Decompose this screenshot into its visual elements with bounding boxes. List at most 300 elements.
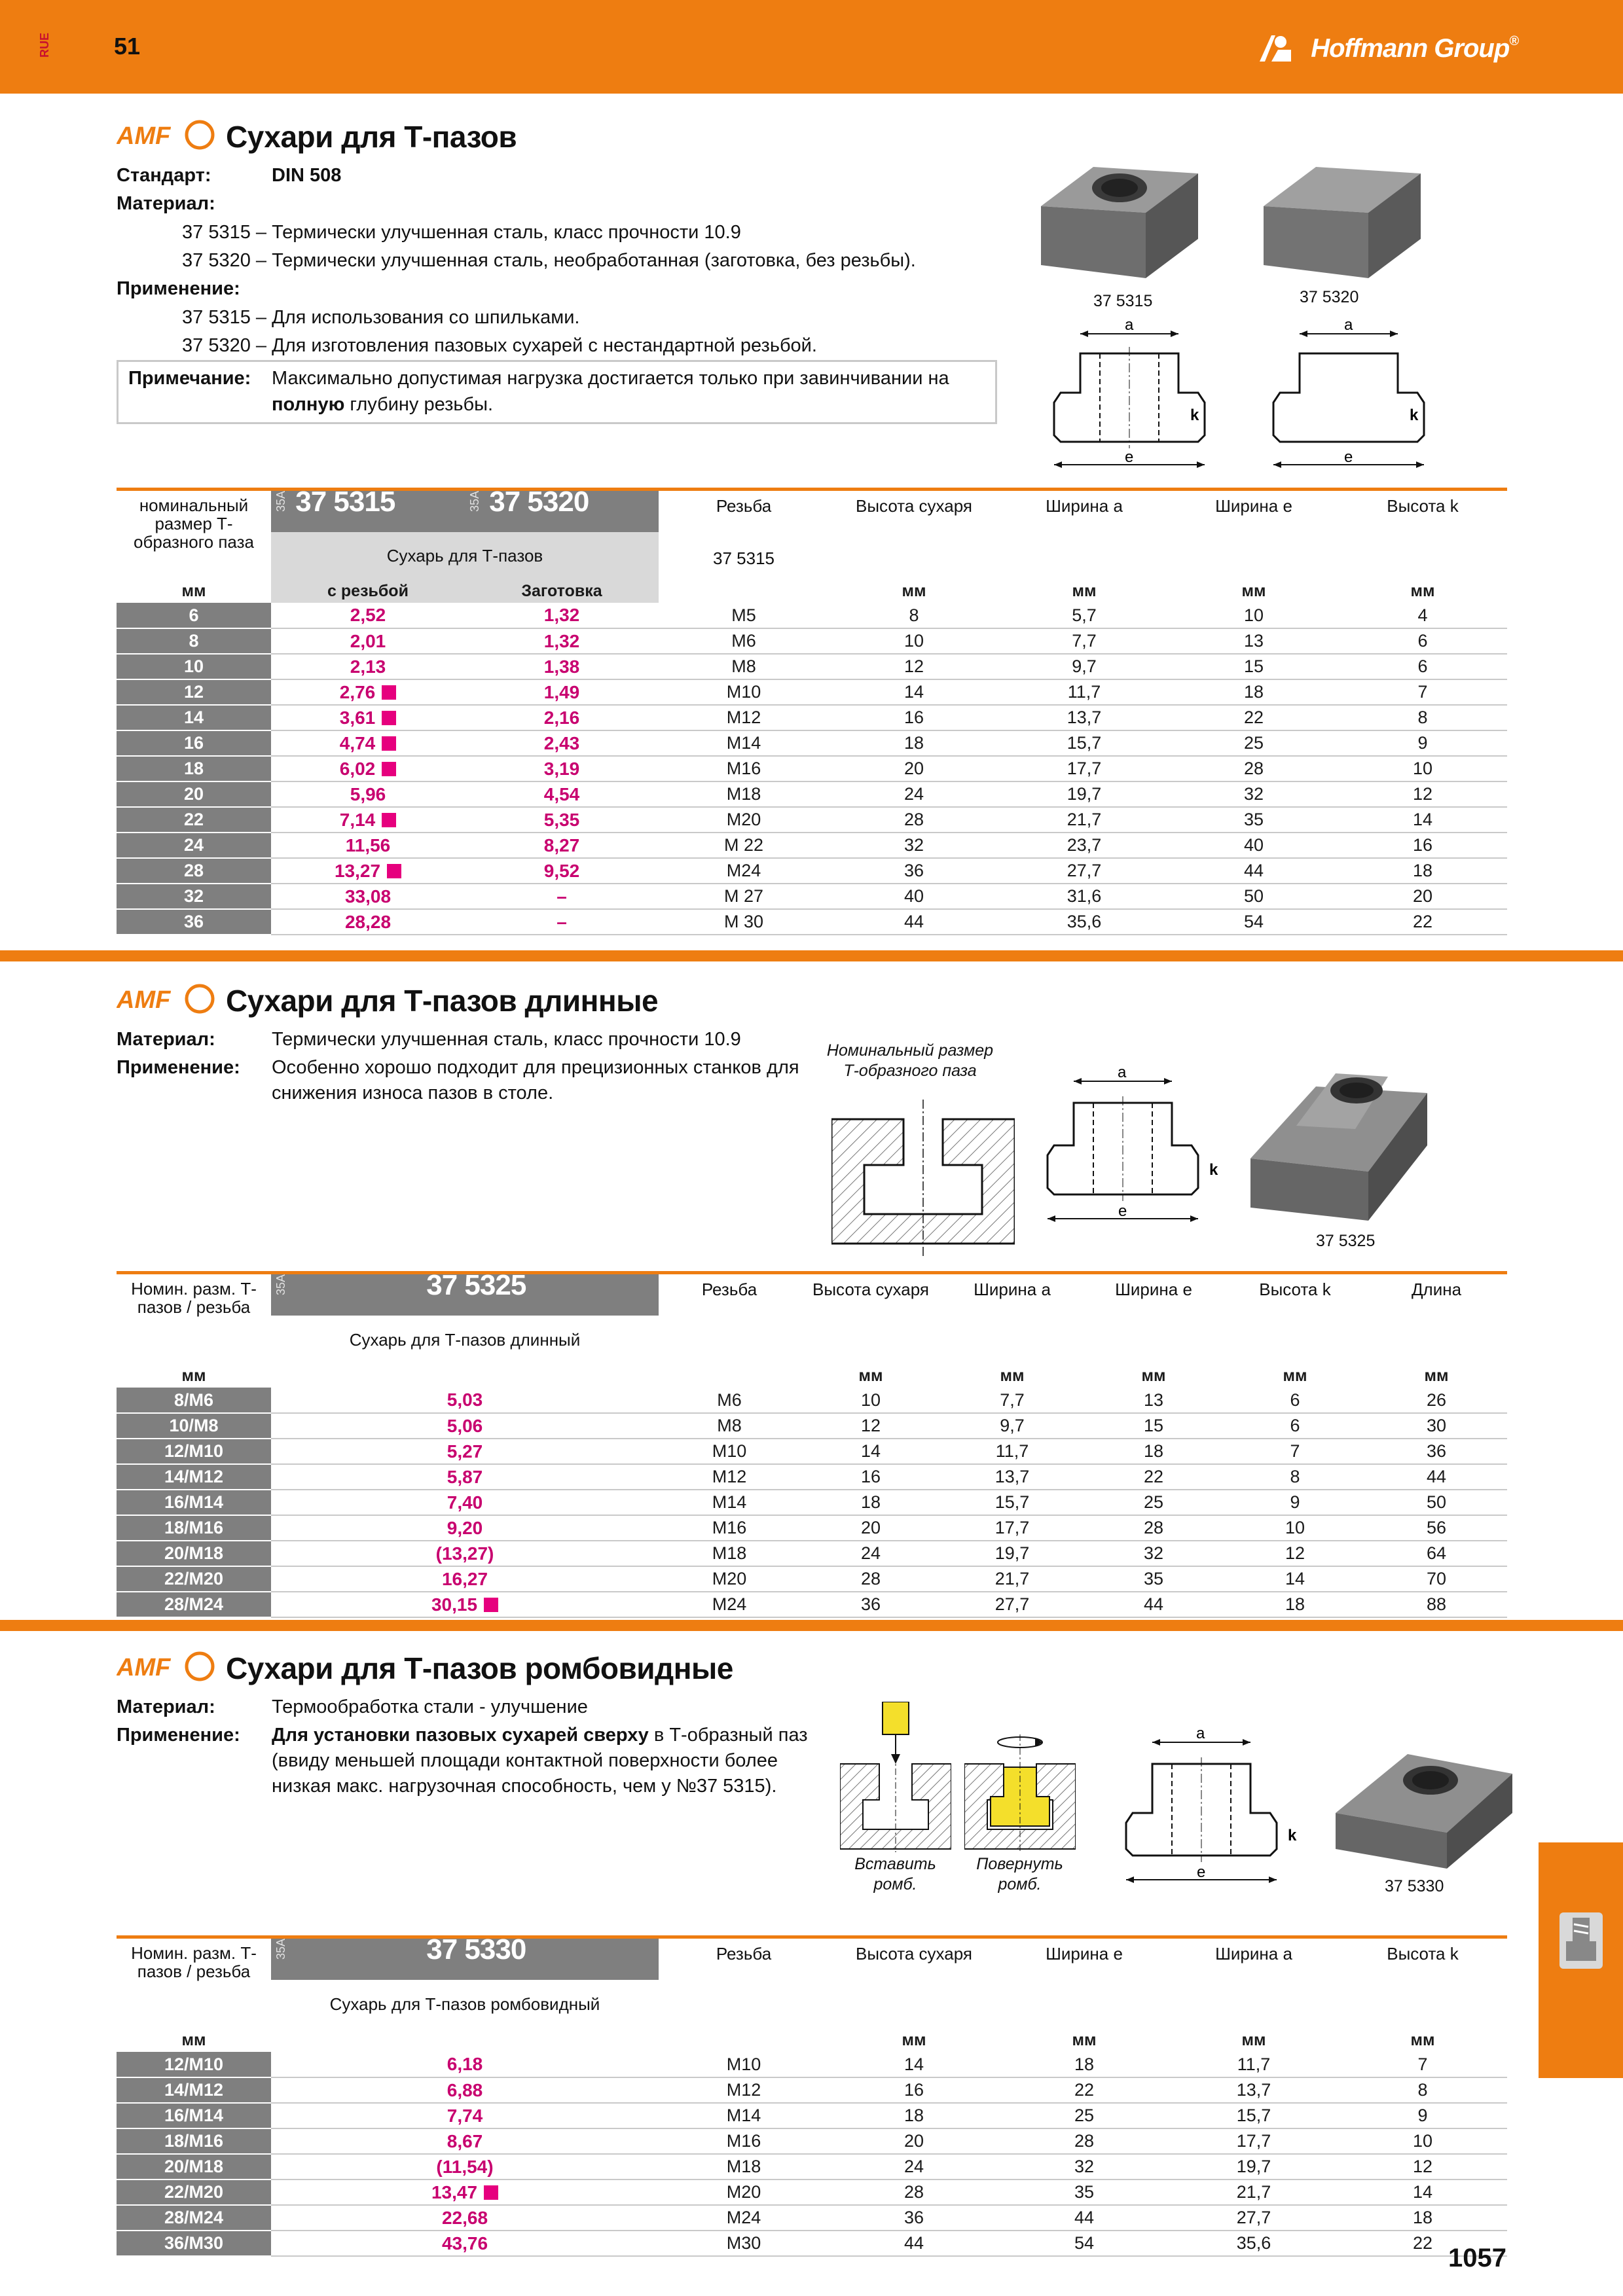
table-row — [117, 1464, 1507, 1490]
col-header-height-k: Высота k — [1387, 496, 1459, 516]
slot-size: 16/M14 — [117, 2103, 271, 2128]
unit: мм — [1241, 581, 1266, 600]
application-line: (ввиду меньшей площади контактной поверхности более — [272, 1750, 778, 1771]
price-cell: 4,54 — [465, 781, 659, 807]
rotate-step-diagram — [964, 1734, 1076, 1852]
standard-value: DIN 508 — [272, 165, 342, 186]
height-k: 6 — [1224, 1388, 1366, 1413]
thread: M30 — [659, 2231, 829, 2256]
unit: мм — [1141, 1366, 1166, 1385]
table-row — [117, 1541, 1507, 1566]
price-cell: 2,43 — [465, 730, 659, 756]
slot-size: 12 — [117, 679, 271, 705]
table-row — [117, 2077, 1507, 2103]
svg-text:k: k — [1410, 406, 1419, 424]
image-caption: 37 5325 — [1316, 1232, 1376, 1250]
price-cell: 13,47 — [271, 2179, 659, 2205]
height-k: 9 — [1224, 1490, 1366, 1515]
thread: M 30 — [659, 909, 829, 935]
price-cell: 2,52 — [271, 603, 465, 628]
thread: M20 — [659, 807, 829, 833]
height: 18 — [800, 1490, 941, 1515]
col-header-thread: Резьба 37 5315 — [713, 496, 775, 568]
width-a: 11,7 — [999, 679, 1169, 705]
height-k: 6 — [1338, 654, 1507, 679]
slot-size: 24 — [117, 833, 271, 858]
width-a: 35,6 — [1169, 2231, 1338, 2256]
diagram-caption: Номинальный размер Т-образного паза — [826, 1041, 994, 1080]
image-caption: 37 5315 — [1093, 292, 1153, 310]
unit: мм — [902, 581, 926, 600]
col-header-height: Высота сухаря — [856, 1944, 972, 1964]
product-name: Сухарь для Т-пазов ромбовидный — [329, 1994, 600, 2014]
width-a: 13,7 — [1169, 2077, 1338, 2103]
stock-marker-icon — [382, 685, 396, 700]
long-tslot-photo — [1237, 1047, 1434, 1224]
step-caption: Вставить ромб. — [854, 1855, 936, 1893]
material-label: Материал: — [117, 1029, 215, 1050]
col-header-length: Длина — [1411, 1280, 1462, 1299]
svg-text:e: e — [1197, 1863, 1206, 1881]
height: 24 — [800, 1541, 941, 1566]
svg-text:k: k — [1288, 1827, 1297, 1844]
rhombic-tslot-drawing — [1116, 1728, 1306, 1892]
table-row — [117, 781, 1507, 807]
material-line: 37 5315 – Термически улучшенная сталь, класс прочности 10.9 — [182, 222, 741, 243]
width-e: 54 — [999, 2231, 1169, 2256]
width-a: 27,7 — [1169, 2205, 1338, 2231]
price-cell: 8,27 — [465, 833, 659, 858]
slot-size: 14/M12 — [117, 2077, 271, 2103]
price-cell: 1,49 — [465, 679, 659, 705]
slot-size: 32 — [117, 884, 271, 909]
section-title: Сухари для Т-пазов — [226, 120, 517, 154]
svg-text:k: k — [1209, 1161, 1218, 1179]
section-separator — [0, 950, 1623, 961]
height-k: 20 — [1338, 884, 1507, 909]
width-e: 25 — [1083, 1490, 1224, 1515]
unit: мм — [1410, 581, 1435, 600]
table-row — [117, 2103, 1507, 2128]
thread: M14 — [659, 730, 829, 756]
height: 10 — [829, 628, 999, 654]
height: 20 — [829, 2128, 999, 2154]
article-375320: 35A 37 5320 — [465, 491, 659, 532]
width-e: 13 — [1169, 628, 1338, 654]
height: 12 — [829, 654, 999, 679]
application-line: 37 5320 – Для изготовления пазовых сухарей с нестандартной резьбой. — [182, 335, 817, 356]
stock-marker-icon — [382, 762, 396, 776]
height-k: 22 — [1338, 2231, 1507, 2256]
svg-text:e: e — [1118, 1202, 1127, 1220]
col-header-height-k: Высота k — [1259, 1280, 1331, 1299]
width-e: 54 — [1169, 909, 1338, 935]
slot-size: 22 — [117, 807, 271, 833]
height-k: 16 — [1338, 833, 1507, 858]
table-row — [117, 1490, 1507, 1515]
height: 14 — [829, 2052, 999, 2077]
slot-size: 28/M24 — [117, 2205, 271, 2231]
height-k: 18 — [1224, 1592, 1366, 1617]
width-a: 31,6 — [999, 884, 1169, 909]
article-375330: 35A 37 5330 — [271, 1939, 659, 1980]
svg-text:a: a — [1196, 1728, 1205, 1742]
chapter-tab[interactable] — [1539, 1842, 1623, 2078]
slot-size: 16/M14 — [117, 1490, 271, 1515]
svg-text:AMF: AMF — [117, 1654, 171, 1681]
height: 14 — [829, 679, 999, 705]
width-a: 11,7 — [1169, 2052, 1338, 2077]
insert-step-diagram — [840, 1702, 951, 1852]
height-k: 9 — [1338, 730, 1507, 756]
height-k: 10 — [1338, 2128, 1507, 2154]
material-label: Материал: — [117, 1696, 215, 1717]
width-a: 15,7 — [1169, 2103, 1338, 2128]
price-cell: (11,54) — [271, 2154, 659, 2179]
material-value: Термообработка стали - улучшение — [272, 1696, 588, 1717]
height-k: 10 — [1338, 756, 1507, 781]
width-a: 17,7 — [941, 1515, 1083, 1541]
brand-name: Hoffmann Group® — [1311, 34, 1518, 63]
slot-size: 20/M18 — [117, 2154, 271, 2179]
table-row — [117, 833, 1507, 858]
application-label: Применение: — [117, 278, 240, 299]
table-375330 — [117, 1939, 1507, 2257]
tslot-blank-drawing — [1267, 314, 1437, 478]
unit: мм — [181, 581, 206, 600]
width-a: 13,7 — [999, 705, 1169, 730]
length: 70 — [1366, 1566, 1507, 1592]
height-k: 14 — [1338, 807, 1507, 833]
slot-size: 18/M16 — [117, 2128, 271, 2154]
standard-label: Стандарт: — [117, 165, 211, 186]
stock-marker-icon — [387, 864, 401, 878]
application-line: Для установки пазовых сухарей сверху в Т-образный паз — [272, 1725, 808, 1746]
price-cell: 6,02 — [271, 756, 465, 781]
price-cell: 3,19 — [465, 756, 659, 781]
header-band — [0, 0, 1623, 94]
price-cell: – — [465, 884, 659, 909]
image-caption: 37 5320 — [1300, 288, 1359, 306]
width-e: 44 — [999, 2205, 1169, 2231]
application-label: Применение: — [117, 1725, 240, 1746]
width-a: 27,7 — [999, 858, 1169, 884]
table-row — [117, 679, 1507, 705]
width-e: 18 — [999, 2052, 1169, 2077]
tslot-cross-section — [831, 1100, 1015, 1257]
note-label: Примечание: — [128, 368, 251, 389]
price-cell: 1,38 — [465, 654, 659, 679]
unit: мм — [1072, 2030, 1097, 2049]
height: 16 — [800, 1464, 941, 1490]
table-row — [117, 2231, 1507, 2256]
slot-size: 14/M12 — [117, 1464, 271, 1490]
stock-marker-icon — [484, 2185, 498, 2200]
height-k: 7 — [1338, 679, 1507, 705]
height: 36 — [829, 858, 999, 884]
price-cell: 30,15 — [271, 1592, 659, 1617]
height: 32 — [829, 833, 999, 858]
stock-marker-icon — [484, 1598, 498, 1612]
price-cell: 7,40 — [271, 1490, 659, 1515]
price-cell: 43,76 — [271, 2231, 659, 2256]
col-header-width-e: Ширина e — [1115, 1280, 1192, 1299]
unit: мм — [181, 2030, 206, 2049]
width-e: 28 — [999, 2128, 1169, 2154]
width-e: 44 — [1083, 1592, 1224, 1617]
table-row — [117, 705, 1507, 730]
thread: M10 — [659, 2052, 829, 2077]
width-a: 19,7 — [999, 781, 1169, 807]
price-cell: 2,16 — [465, 705, 659, 730]
height: 18 — [829, 2103, 999, 2128]
width-a: 27,7 — [941, 1592, 1083, 1617]
height-k: 8 — [1224, 1464, 1366, 1490]
height-k: 18 — [1338, 2205, 1507, 2231]
price-cell: 16,27 — [271, 1566, 659, 1592]
table-row — [117, 807, 1507, 833]
slot-size: 18/M16 — [117, 1515, 271, 1541]
article-375315: 35A 37 5315 — [271, 491, 465, 532]
slot-size: 6 — [117, 603, 271, 628]
price-cell: 9,52 — [465, 858, 659, 884]
table-375315 — [117, 491, 1507, 935]
application-line: 37 5315 – Для использования со шпильками. — [182, 307, 580, 328]
width-e: 28 — [1169, 756, 1338, 781]
table-row — [117, 2154, 1507, 2179]
price-cell: 5,03 — [271, 1388, 659, 1413]
sub-header-threaded: с резьбой — [271, 579, 465, 603]
length: 64 — [1366, 1541, 1507, 1566]
height: 18 — [829, 730, 999, 756]
stock-marker-icon — [382, 736, 396, 751]
thread: M12 — [659, 2077, 829, 2103]
price-cell: (13,27) — [271, 1541, 659, 1566]
thread: M24 — [659, 1592, 800, 1617]
height: 16 — [829, 2077, 999, 2103]
slot-size: 8 — [117, 628, 271, 654]
col-header-thread: Резьба — [701, 1280, 757, 1299]
width-a: 13,7 — [941, 1464, 1083, 1490]
width-e: 22 — [999, 2077, 1169, 2103]
slot-size: 16 — [117, 730, 271, 756]
width-e: 18 — [1083, 1439, 1224, 1464]
thread: M5 — [659, 603, 829, 628]
length: 44 — [1366, 1464, 1507, 1490]
width-a: 17,7 — [999, 756, 1169, 781]
thread: M16 — [659, 1515, 800, 1541]
price-cell: 2,76 — [271, 679, 465, 705]
price-cell: 2,01 — [271, 628, 465, 654]
section-title: Сухари для Т-пазов ромбовидные — [226, 1651, 733, 1685]
tslot-blank-photo — [1244, 147, 1427, 291]
height-k: 10 — [1224, 1515, 1366, 1541]
thread: M18 — [659, 2154, 829, 2179]
price-cell: 22,68 — [271, 2205, 659, 2231]
length: 88 — [1366, 1592, 1507, 1617]
thread: M8 — [659, 654, 829, 679]
price-cell: 9,20 — [271, 1515, 659, 1541]
slot-size: 20 — [117, 781, 271, 807]
table-row — [117, 2205, 1507, 2231]
height-k: 4 — [1338, 603, 1507, 628]
length: 50 — [1366, 1490, 1507, 1515]
width-e: 35 — [999, 2179, 1169, 2205]
price-cell: 4,74 — [271, 730, 465, 756]
slot-size: 14 — [117, 705, 271, 730]
amf-logo — [117, 982, 215, 1016]
thread: M20 — [659, 2179, 829, 2205]
unit: мм — [1410, 2030, 1435, 2049]
price-cell: 1,32 — [465, 628, 659, 654]
height: 12 — [800, 1413, 941, 1439]
width-a: 9,7 — [999, 654, 1169, 679]
height: 16 — [829, 705, 999, 730]
note-text: полную глубину резьбы. — [272, 394, 494, 415]
price-cell: 8,67 — [271, 2128, 659, 2154]
height-k: 7 — [1338, 2052, 1507, 2077]
col-header-height: Высота сухаря — [856, 496, 972, 516]
height-k: 12 — [1224, 1541, 1366, 1566]
width-a: 19,7 — [1169, 2154, 1338, 2179]
thread: M6 — [659, 1388, 800, 1413]
price-cell: 11,56 — [271, 833, 465, 858]
height-k: 7 — [1224, 1439, 1366, 1464]
table-row — [117, 756, 1507, 781]
unit: мм — [1241, 2030, 1266, 2049]
table-row — [117, 909, 1507, 935]
height: 44 — [829, 909, 999, 935]
thread: M12 — [659, 705, 829, 730]
section-separator — [0, 1620, 1623, 1631]
height: 44 — [829, 2231, 999, 2256]
length: 36 — [1366, 1439, 1507, 1464]
width-a: 19,7 — [941, 1541, 1083, 1566]
height: 28 — [800, 1566, 941, 1592]
price-cell: 1,32 — [465, 603, 659, 628]
thread: M16 — [659, 756, 829, 781]
amf-logo — [117, 1649, 215, 1683]
col-header-width-a: Ширина a — [1046, 496, 1123, 516]
section-title: Сухари для Т-пазов длинные — [226, 984, 659, 1018]
note-text: Максимально допустимая нагрузка достигается только при завинчивании на — [272, 368, 949, 389]
price-cell: 6,88 — [271, 2077, 659, 2103]
height: 28 — [829, 2179, 999, 2205]
height: 24 — [829, 2154, 999, 2179]
width-e: 22 — [1169, 705, 1338, 730]
page-number: 1057 — [1448, 2244, 1506, 2272]
table-375325 — [117, 1274, 1507, 1618]
height-k: 14 — [1224, 1566, 1366, 1592]
height: 36 — [800, 1592, 941, 1617]
width-a: 23,7 — [999, 833, 1169, 858]
width-a: 21,7 — [1169, 2179, 1338, 2205]
material-line: 37 5320 – Термически улучшенная сталь, необработанная (заготовка, без резьбы). — [182, 250, 916, 271]
width-a: 11,7 — [941, 1439, 1083, 1464]
unit: мм — [858, 1366, 883, 1385]
width-a: 17,7 — [1169, 2128, 1338, 2154]
table-row — [117, 858, 1507, 884]
table-row — [117, 884, 1507, 909]
width-e: 35 — [1083, 1566, 1224, 1592]
slot-size: 12/M10 — [117, 2052, 271, 2077]
height: 20 — [800, 1515, 941, 1541]
height-k: 6 — [1224, 1413, 1366, 1439]
width-e: 15 — [1169, 654, 1338, 679]
table-row — [117, 628, 1507, 654]
price-cell: – — [465, 909, 659, 935]
hoffmann-logo-icon — [1258, 33, 1292, 63]
length: 30 — [1366, 1413, 1507, 1439]
width-e: 35 — [1169, 807, 1338, 833]
table-row — [117, 2179, 1507, 2205]
col-header-width-e: Ширина e — [1046, 1944, 1123, 1964]
height-k: 14 — [1338, 2179, 1507, 2205]
application-label: Применение: — [117, 1057, 240, 1078]
amf-logo — [117, 118, 215, 152]
slot-size: 10/M8 — [117, 1413, 271, 1439]
thread: M12 — [659, 1464, 800, 1490]
width-a: 7,7 — [941, 1388, 1083, 1413]
tslot-nut-icon — [1558, 1911, 1604, 1970]
width-e: 25 — [1169, 730, 1338, 756]
unit: мм — [1424, 1366, 1449, 1385]
width-a: 9,7 — [941, 1413, 1083, 1439]
slot-size: 36/M30 — [117, 2231, 271, 2256]
price-cell: 2,13 — [271, 654, 465, 679]
side-code: RUE — [38, 32, 51, 58]
slot-size: 22/M20 — [117, 1566, 271, 1592]
height-k: 8 — [1338, 705, 1507, 730]
thread: M14 — [659, 1490, 800, 1515]
svg-text:a: a — [1118, 1067, 1127, 1081]
width-e: 28 — [1083, 1515, 1224, 1541]
svg-text:a: a — [1344, 316, 1353, 334]
table-row — [117, 2052, 1507, 2077]
width-a: 7,7 — [999, 628, 1169, 654]
unit: мм — [902, 2030, 926, 2049]
height: 40 — [829, 884, 999, 909]
price-cell: 7,14 — [271, 807, 465, 833]
slot-size: 22/M20 — [117, 2179, 271, 2205]
thread: M24 — [659, 2205, 829, 2231]
height-k: 12 — [1338, 781, 1507, 807]
table-row — [117, 603, 1507, 628]
width-e: 15 — [1083, 1413, 1224, 1439]
width-e: 50 — [1169, 884, 1338, 909]
price-cell: 5,27 — [271, 1439, 659, 1464]
table-row — [117, 1439, 1507, 1464]
svg-text:AMF: AMF — [117, 986, 171, 1014]
unit: мм — [1072, 581, 1097, 600]
height: 36 — [829, 2205, 999, 2231]
price-cell: 5,35 — [465, 807, 659, 833]
table-row — [117, 1515, 1507, 1541]
width-e: 10 — [1169, 603, 1338, 628]
width-e: 18 — [1169, 679, 1338, 705]
price-cell: 5,87 — [271, 1464, 659, 1490]
application-line: Особенно хорошо подходит для прецизионных станков для — [272, 1057, 799, 1078]
col-header-size: номинальный размер Т-образного паза — [134, 495, 254, 552]
col-header-width-a: Ширина a — [974, 1280, 1051, 1299]
stock-marker-icon — [382, 813, 396, 827]
height: 10 — [800, 1388, 941, 1413]
thread: M8 — [659, 1413, 800, 1439]
thread: M20 — [659, 1566, 800, 1592]
image-caption: 37 5330 — [1385, 1877, 1444, 1895]
slot-size: 8/M6 — [117, 1388, 271, 1413]
application-line: низкая макс. нагрузочная способность, чем у №37 5315). — [272, 1776, 777, 1797]
